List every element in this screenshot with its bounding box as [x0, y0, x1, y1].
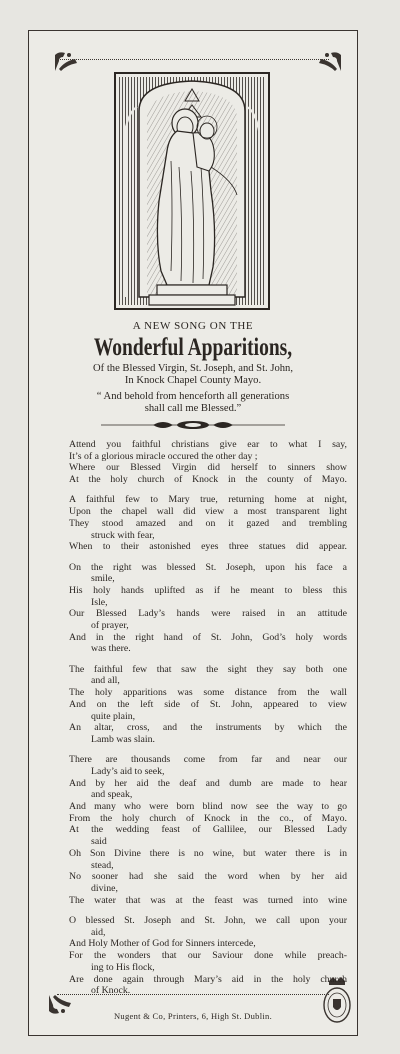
- verse-line: The water that was at the feast was turned into wine: [69, 894, 347, 906]
- virgin-and-child-woodcut: [113, 71, 271, 311]
- verse-line: No sooner had she said the word when by her aid: [69, 871, 347, 883]
- verse-line: stead,: [91, 859, 114, 871]
- stanza: [69, 754, 347, 906]
- verse-line: Oh Son Divine there is no wine, but water there is in: [69, 847, 347, 859]
- verse-line: Where our Blessed Virgin did herself to sinners show: [69, 462, 347, 474]
- verse-line: His holy hands uplifted as if he meant to bless this: [69, 584, 347, 596]
- printer-imprint: Nugent & Co, Printers, 6, High St. Dublin.: [113, 1011, 273, 1021]
- stanza: [69, 562, 347, 656]
- subtitle-line-2: In Knock Chapel County Mayo.: [124, 375, 262, 386]
- verse-line: ing to His flock,: [91, 961, 155, 973]
- verse-line: An altar, cross, and the instruments by which the: [69, 722, 347, 734]
- verse-line: and all,: [91, 675, 120, 687]
- title-kicker: A NEW SONG ON THE: [132, 320, 254, 332]
- verse-line: of prayer,: [91, 620, 129, 632]
- verse-line: And on the left side of St. John, appeared to view: [69, 698, 347, 710]
- ballad-verses: [69, 439, 347, 1006]
- verse-line: aid,: [91, 926, 106, 938]
- verse-line: said: [91, 836, 107, 848]
- verse-line: For the wonders that our Saviour done while preach-: [69, 950, 347, 962]
- verse-line: The faithful few that saw the sight they say both one: [69, 663, 347, 675]
- verse-line: smile,: [91, 573, 115, 585]
- verse-line: of Knock.: [91, 985, 131, 997]
- verse-line: A faithful few to Mary true, returning home at night,: [69, 494, 347, 506]
- verse-line: The holy apparitions was some distance from the wall: [69, 687, 347, 699]
- verse-line: At the holy church of Knock in the county of Mayo.: [69, 474, 347, 486]
- verse-line: divine,: [91, 882, 118, 894]
- verse-line: Isle,: [91, 596, 108, 608]
- verse-line: There are thousands come from far and near our: [69, 754, 347, 766]
- title-block: [29, 319, 357, 433]
- verse-line: And Holy Mother of God for Sinners intercede,: [69, 938, 256, 950]
- verse-line: quite plain,: [91, 710, 136, 722]
- verse-line: At the wedding feast of Gallilee, our Blessed Lady: [69, 824, 347, 836]
- verse-line: was there.: [91, 643, 131, 655]
- verse-line: When to their astonished eyes three statues did appear.: [69, 541, 347, 553]
- stanza: [69, 664, 347, 746]
- corner-ornament-icon: [53, 49, 79, 73]
- verse-line: And many who were born blind now see the way to go: [69, 801, 347, 813]
- verse-line: and speak,: [91, 789, 133, 801]
- verse-line: And by her aid the deaf and dumb are made to hear: [69, 777, 347, 789]
- corner-ornament-icon: [317, 49, 343, 73]
- epigraph-line-1: “ And behold from henceforth all generations: [96, 391, 290, 402]
- divider-ornament-icon: [29, 419, 357, 433]
- top-dotted-rule: [57, 59, 329, 60]
- stanza: [69, 439, 347, 486]
- verse-line: Are done again through Mary’s aid in the holy church: [69, 973, 347, 985]
- verse-line: Lady’s aid to seek,: [91, 765, 165, 777]
- page-title: Wonderful Apparitions,: [93, 334, 293, 361]
- verse-line: struck with fear,: [91, 529, 155, 541]
- verse-line: And in the right hand of St. John, God’s holy words: [69, 631, 347, 643]
- verse-line: Our Blessed Lady’s hands were raised in an attitude: [69, 608, 347, 620]
- verse-line: Upon the chapel wall did view a most transparent light: [69, 506, 347, 518]
- verse-line: Lamb was slain.: [91, 733, 155, 745]
- broadside-sheet: [28, 30, 358, 1036]
- verse-line: On the right was blessed St. Joseph, upon his face a: [69, 561, 347, 573]
- stanza: [69, 494, 347, 553]
- epigraph-line-2: shall call me Blessed.”: [144, 403, 242, 414]
- stanza: [69, 915, 347, 997]
- verse-line: They stood amazed and on it gazed and trembling: [69, 517, 347, 529]
- verse-line: Attend you faithful christians give ear to what I say,: [69, 439, 347, 450]
- verse-line: It’s of a glorious miracle occured the other day ;: [69, 450, 258, 462]
- verse-line: O blessed St. Joseph and St. John, we call upon your: [69, 914, 347, 926]
- subtitle-line-1: Of the Blessed Virgin, St. Joseph, and St. John,: [93, 363, 293, 374]
- verse-line: From the holy church of Knock in the co., of Mayo.: [69, 812, 347, 824]
